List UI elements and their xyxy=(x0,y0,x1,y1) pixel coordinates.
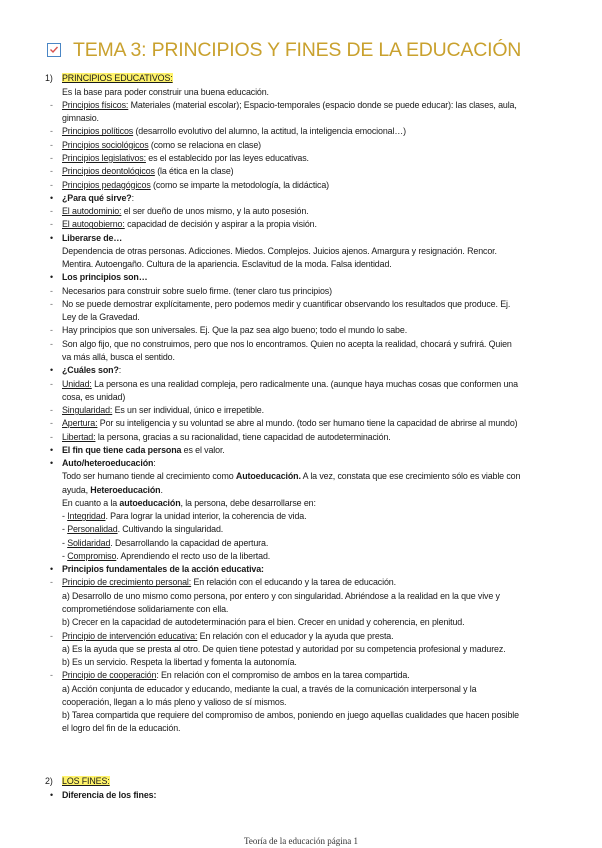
text-segment: (la ética en la clase) xyxy=(154,166,234,177)
bold-text: Autoeducación. xyxy=(235,471,301,482)
text-segment: Hay principios que son universales. Ej. Que la paz sea algo bueno; todo el mundo lo sabe. xyxy=(62,325,408,336)
dash-bullet-icon: - xyxy=(50,206,53,217)
underlined-term: Principio de cooperación xyxy=(62,670,157,681)
text-line xyxy=(0,484,602,497)
text-segment: Todo ser humano tiende al crecimiento como xyxy=(62,471,236,482)
text-line xyxy=(0,616,602,629)
text-segment: Dependencia de otras personas. Adicciones. Miedos. Complejos. Juicios ajenos. Amargura y resignación. Rencor. xyxy=(62,245,497,256)
text-line xyxy=(0,470,602,483)
underlined-term: Personalidad xyxy=(67,524,118,535)
bullet-icon: • xyxy=(50,458,53,469)
dash-bullet-icon: - xyxy=(50,152,53,163)
text-line xyxy=(0,139,602,152)
bullet-icon: • xyxy=(50,564,53,575)
text-line xyxy=(0,457,602,470)
text-segment: : xyxy=(153,458,156,469)
text-segment: . xyxy=(160,484,163,495)
text-line xyxy=(0,630,602,643)
dash-bullet-icon: - xyxy=(50,139,53,150)
underlined-term: Libertad: xyxy=(62,431,96,442)
line-text xyxy=(62,470,520,483)
text-line xyxy=(0,722,602,735)
text-line xyxy=(0,696,602,709)
text-line xyxy=(0,789,602,802)
dash-bullet-icon: - xyxy=(50,126,53,137)
section-heading xyxy=(0,775,602,788)
text-line xyxy=(0,576,602,589)
text-line xyxy=(0,205,602,218)
text-line xyxy=(0,683,602,696)
document-heading xyxy=(47,38,521,62)
text-segment: - xyxy=(62,524,68,535)
text-line xyxy=(0,378,602,391)
dash-bullet-icon: - xyxy=(50,338,53,349)
bullet-icon: • xyxy=(50,232,53,243)
text-segment: - xyxy=(62,511,68,522)
line-text xyxy=(62,722,180,735)
line-text xyxy=(62,218,317,231)
line-text xyxy=(62,616,464,629)
bold-text: Principios fundamentales de la acción educativa: xyxy=(62,564,264,575)
underlined-term: Singularidad: xyxy=(62,405,113,416)
text-segment: Necesarios para construir sobre suelo firme. (tener claro tus principios) xyxy=(62,285,332,296)
text-segment: a) Es la ayuda que se presta al otro. De quien tiene potestad y autoridad por su competencia profesional y madurez. xyxy=(62,643,506,654)
underlined-term: Principios pedagógicos xyxy=(62,179,151,190)
line-text xyxy=(62,523,223,536)
line-text xyxy=(62,271,148,284)
line-text xyxy=(62,179,329,192)
line-text xyxy=(62,431,391,444)
text-segment: ayuda, xyxy=(62,484,91,495)
line-text xyxy=(62,789,156,802)
line-text xyxy=(62,205,309,218)
line-text xyxy=(62,417,518,430)
line-text xyxy=(62,550,270,563)
bullet-icon: • xyxy=(50,272,53,283)
line-text xyxy=(62,86,269,99)
text-segment: va más allá, busca el sentido. xyxy=(62,351,175,362)
text-line xyxy=(0,192,602,205)
text-line xyxy=(0,510,602,523)
text-segment: : xyxy=(118,365,122,376)
line-text xyxy=(62,311,140,324)
text-segment: , la persona, debe desarrollarse en: xyxy=(180,497,316,508)
text-line xyxy=(0,523,602,536)
blank-line xyxy=(0,762,602,775)
text-line xyxy=(0,656,602,669)
text-line xyxy=(0,338,602,351)
underlined-term: Apertura: xyxy=(62,418,98,429)
line-text xyxy=(62,112,99,125)
dash-bullet-icon: - xyxy=(50,670,53,681)
dash-bullet-icon: - xyxy=(50,378,53,389)
text-line xyxy=(0,311,602,324)
underlined-term: Principio de crecimiento personal: xyxy=(62,577,192,588)
line-text xyxy=(62,338,512,351)
text-line xyxy=(0,179,602,192)
underlined-term: Principios deontológicos xyxy=(62,166,155,177)
underlined-term: Principios sociológicos xyxy=(62,139,149,150)
text-line xyxy=(0,669,602,682)
text-line xyxy=(0,112,602,125)
text-segment: Es la base para poder construir una buena educación. xyxy=(62,86,269,97)
section-heading xyxy=(0,72,602,85)
line-text xyxy=(62,669,410,682)
dash-bullet-icon: - xyxy=(50,577,53,588)
text-line xyxy=(0,285,602,298)
line-text xyxy=(62,630,393,643)
dash-bullet-icon: - xyxy=(50,325,53,336)
line-text xyxy=(62,603,228,616)
bullet-icon: • xyxy=(50,789,53,800)
text-segment: gimnasio. xyxy=(62,113,99,124)
bold-text: El fin que tiene cada persona xyxy=(62,444,182,455)
text-segment: es el establecido por las leyes educativas. xyxy=(145,152,309,163)
underlined-term: Solidaridad xyxy=(67,537,111,548)
line-text xyxy=(62,775,110,788)
text-line xyxy=(0,444,602,457)
dash-bullet-icon: - xyxy=(50,179,53,190)
text-line xyxy=(0,431,602,444)
blank-line xyxy=(0,749,602,762)
text-segment: Son algo fijo, que no construimos, pero que nos lo encontramos. Quien no acepta la realidad, chocará y sufrirá. Quien xyxy=(62,338,512,349)
line-text xyxy=(62,510,306,523)
line-text xyxy=(62,391,125,404)
text-segment: No se puede demostrar explícitamente, pero podemos medir y cuantificar observando los resultados que produce. Ej. xyxy=(62,298,511,309)
dash-bullet-icon: - xyxy=(50,405,53,416)
underlined-term: Compromiso xyxy=(67,550,117,561)
text-segment: En relación con el educando y la tarea de educación. xyxy=(191,577,396,588)
text-segment: (como se imparte la metodología, la didáctica) xyxy=(150,179,329,190)
line-text xyxy=(62,285,332,298)
line-text xyxy=(62,165,233,178)
bold-text: autoeducación xyxy=(119,497,181,508)
underlined-term: Principios políticos xyxy=(62,126,134,137)
underlined-term: LOS FINES: xyxy=(62,776,110,787)
underlined-term: Principios legislativos: xyxy=(62,152,146,163)
text-line xyxy=(0,391,602,404)
text-segment: b) Tarea compartida que requiere del compromiso de ambos, poniendo en juego aquellas cualidades que hacen posible xyxy=(62,710,519,721)
text-segment: . Aprendiendo el recto uso de la libertad. xyxy=(116,550,271,561)
dash-bullet-icon: - xyxy=(50,285,53,296)
underlined-term: El autogobierno: xyxy=(62,219,125,230)
text-segment: b) Es un servicio. Respeta la libertad y fomenta la autonomía. xyxy=(62,657,297,668)
line-text xyxy=(62,709,519,722)
line-text xyxy=(62,497,316,510)
text-segment: Es un ser individual, único e irrepetible. xyxy=(112,405,264,416)
text-segment: es el valor. xyxy=(181,444,225,455)
text-segment: (como se relaciona en clase) xyxy=(148,139,261,150)
checkbox-icon xyxy=(47,43,61,57)
bold-text: Heteroeducación xyxy=(90,484,161,495)
text-segment: cosa, es unidad) xyxy=(62,391,126,402)
line-text xyxy=(62,232,122,245)
text-segment: comprometiéndose solidariamente con ella. xyxy=(62,604,229,615)
line-text xyxy=(62,484,163,497)
line-text xyxy=(62,457,156,470)
text-line xyxy=(0,258,602,271)
text-line xyxy=(0,298,602,311)
text-line xyxy=(0,99,602,112)
text-line xyxy=(0,245,602,258)
text-segment: (desarrollo evolutivo del alumno, la actitud, la inteligencia emocional…) xyxy=(133,126,406,137)
text-line xyxy=(0,218,602,231)
bold-text: ¿Cuáles son? xyxy=(62,365,119,376)
text-line xyxy=(0,709,602,722)
text-line xyxy=(0,404,602,417)
text-segment: Materiales (material escolar); Espacio-temporales (espacio donde se puede educar): las clases, aula, xyxy=(128,99,517,110)
text-segment: - xyxy=(62,550,68,561)
text-line xyxy=(0,165,602,178)
line-text xyxy=(62,99,517,112)
document-body xyxy=(0,72,602,802)
text-segment: el ser dueño de unos mismo, y la auto posesión. xyxy=(121,206,309,217)
page-title: TEMA 3: PRINCIPIOS Y FINES DE LA EDUCACIÓN xyxy=(73,38,522,61)
text-line xyxy=(0,603,602,616)
dash-bullet-icon: - xyxy=(50,431,53,442)
text-segment: . Cultivando la singularidad. xyxy=(117,524,224,535)
text-line xyxy=(0,351,602,364)
line-text xyxy=(62,696,286,709)
text-segment: a) Desarrollo de uno mismo como persona, por entero y con singularidad. Abriéndose a la realidad en la que vive y xyxy=(62,590,500,601)
dash-bullet-icon: - xyxy=(50,219,53,230)
line-text xyxy=(62,139,261,152)
dash-bullet-icon: - xyxy=(50,166,53,177)
line-text xyxy=(62,125,406,138)
page-footer: Teoría de la educación página 1 xyxy=(243,836,359,846)
text-segment: Ley de la Gravedad. xyxy=(62,312,140,323)
text-segment: la persona, gracias a su racionalidad, tiene capacidad de autodeterminación. xyxy=(95,431,391,442)
text-line xyxy=(0,232,602,245)
text-line xyxy=(0,643,602,656)
text-line xyxy=(0,497,602,510)
text-line xyxy=(0,324,602,337)
dash-bullet-icon: - xyxy=(50,99,53,110)
text-line xyxy=(0,537,602,550)
line-text xyxy=(62,324,407,337)
text-segment: Mentira. Autoengaño. Cultura de la apariencia. Esclavitud de la moda. Falsa identidad. xyxy=(62,259,392,270)
text-line xyxy=(0,590,602,603)
text-segment: A la vez, constata que ese crecimiento sólo es viable con xyxy=(300,471,521,482)
dash-bullet-icon: - xyxy=(50,630,53,641)
line-text xyxy=(62,537,268,550)
line-text xyxy=(62,298,510,311)
text-line xyxy=(0,550,602,563)
text-line xyxy=(0,417,602,430)
line-text xyxy=(62,444,225,457)
underlined-term: Integridad xyxy=(67,511,106,522)
text-segment: el logro del fin de la educación. xyxy=(62,723,181,734)
bullet-icon: • xyxy=(50,444,53,455)
line-text xyxy=(62,192,134,205)
line-text xyxy=(62,152,309,165)
text-line xyxy=(0,364,602,377)
line-text xyxy=(62,590,500,603)
text-line xyxy=(0,271,602,284)
underlined-term: El autodominio: xyxy=(62,206,122,217)
dash-bullet-icon: - xyxy=(50,298,53,309)
bullet-icon: • xyxy=(50,365,53,376)
bold-text: ¿Para qué sirve? xyxy=(62,192,132,203)
line-text xyxy=(62,656,297,669)
text-segment: En relación con el educador y la ayuda que presta. xyxy=(197,630,394,641)
blank-line xyxy=(0,736,602,749)
text-segment: . Para lograr la unidad interior, la coherencia de vida. xyxy=(105,511,307,522)
text-line xyxy=(0,86,602,99)
underlined-term: Principio de intervención educativa: xyxy=(62,630,198,641)
line-text xyxy=(62,378,518,391)
text-line xyxy=(0,152,602,165)
line-text xyxy=(62,258,392,271)
line-text xyxy=(62,364,121,377)
line-text xyxy=(62,72,173,85)
text-line xyxy=(0,125,602,138)
line-text xyxy=(62,351,175,364)
bullet-icon: • xyxy=(50,192,53,203)
text-segment: En cuanto a la xyxy=(62,497,120,508)
underlined-term: Unidad: xyxy=(62,378,92,389)
underlined-term: PRINCIPIOS EDUCATIVOS: xyxy=(62,73,173,84)
text-segment: . Desarrollando la capacidad de apertura. xyxy=(110,537,269,548)
bold-text: Los principios son… xyxy=(62,272,148,283)
line-text xyxy=(62,576,396,589)
text-segment: a) Acción conjunta de educador y educando, mediante la cual, a través de la comunicación interpersonal y la xyxy=(62,683,477,694)
text-segment: b) Crecer en la capacidad de autodeterminación para el bien. Crecer en unidad y coherencia, en plenitud. xyxy=(62,617,465,628)
line-text xyxy=(62,563,264,576)
bold-text: Auto/heteroeducación xyxy=(62,458,154,469)
text-line xyxy=(0,563,602,576)
dash-bullet-icon: - xyxy=(50,418,53,429)
underlined-term: Principios físicos: xyxy=(62,99,129,110)
text-segment: cooperación, llegan a lo más pleno y valioso de sí mismos. xyxy=(62,696,287,707)
text-segment: La persona es una realidad compleja, pero radicalmente una. (aunque haya muchas cosas que conformen una xyxy=(91,378,518,389)
bold-text: Diferencia de los fines: xyxy=(62,789,157,800)
text-segment: capacidad de decisión y aspirar a la propia visión. xyxy=(124,219,317,230)
text-segment: Por su inteligencia y su voluntad se abre al mundo. (todo ser humano tiene la capacidad de abrirse al mundo) xyxy=(97,418,518,429)
section-number: 2) xyxy=(45,776,53,787)
text-segment: : xyxy=(131,192,134,203)
line-text xyxy=(62,404,264,417)
bold-text: Liberarse de… xyxy=(62,232,123,243)
text-segment: - xyxy=(62,537,68,548)
line-text xyxy=(62,245,497,258)
line-text xyxy=(62,643,506,656)
section-number: 1) xyxy=(45,73,53,84)
text-segment: : En relación con el compromiso de ambos en la tarea compartida. xyxy=(156,670,410,681)
line-text xyxy=(62,683,476,696)
